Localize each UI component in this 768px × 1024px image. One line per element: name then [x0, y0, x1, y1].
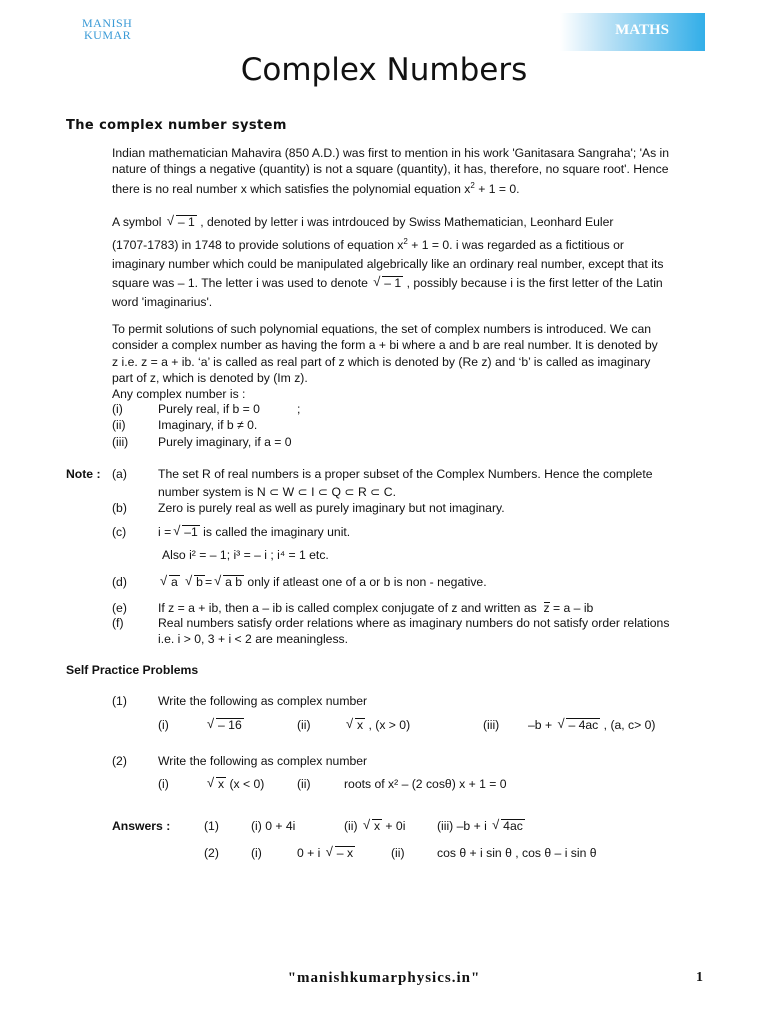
sqrt-minus-one: √ – 1: [167, 213, 197, 232]
answer-2-ii: cos θ + i sin θ , cos θ – i sin θ: [437, 846, 597, 860]
practice-2-ii: roots of x² – (2 cosθ) x + 1 = 0: [344, 777, 507, 791]
note-b: Zero is purely real as well as purely imaginary but not imaginary.: [158, 501, 505, 515]
brand-line-1: MANISH: [82, 16, 133, 30]
para2-line1: A symbol √ – 1 , denoted by letter i was intrdouced by Swiss Mathematician, Leonhard Euler: [112, 213, 706, 232]
para3-line3: z i.e. z = a + ib. ‘a’ is called as real part of z which is denoted by (Re z) and ‘b’ is called as imaginary: [112, 354, 651, 369]
note-f-num: (f): [112, 616, 124, 630]
answer-2-i-num: (i): [251, 846, 262, 860]
answers-label: Answers :: [112, 819, 171, 833]
para2-line3: imaginary number which could be manipulated algebrically like an ordinary real number, except that its: [112, 257, 664, 271]
answer-1-i: (i) 0 + 4i: [251, 819, 296, 833]
paragraph-mahavira: [112, 145, 706, 197]
subject-label: MATHS: [615, 22, 669, 38]
type-num-2: (ii): [112, 418, 126, 432]
note-c-num: (c): [112, 525, 127, 539]
note-d: √ a √ b =√ a b only if atleast one of a or b is non - negative.: [158, 575, 487, 589]
para1-line1: Indian mathematician Mahavira (850 A.D.) was first to mention in his work 'Ganitasara Sangraha'; 'As in: [112, 146, 670, 160]
para3-line2: consider a complex number as having the form a + bi where a and b are real number. It is denoted by: [112, 338, 658, 353]
note-e-num: (e): [112, 601, 127, 615]
note-f-line1: Real numbers satisfy order relations where as imaginary numbers do not satisfy order relations: [158, 616, 670, 630]
answer-2-i: 0 + i √ – x: [297, 846, 355, 860]
z-bar: z: [543, 601, 550, 615]
para3-line4: part of z, which is denoted by (Im z).: [112, 370, 308, 385]
note-c-powers: Also i² = – 1; i³ = – i ; i⁴ = 1 etc.: [162, 548, 329, 562]
practice-1-i-num: (i): [158, 718, 169, 732]
page-title: Complex Numbers: [240, 52, 528, 88]
practice-2-i-num: (i): [158, 777, 169, 791]
para2-line4: square was – 1. The letter i was used to denote √ – 1 , possibly because i is the first letter of the Latin: [112, 274, 706, 293]
practice-2-i: √ x (x < 0): [205, 777, 264, 791]
answer-1-iii: (iii) –b + i √ 4ac: [437, 819, 525, 833]
type-extra-1: ;: [297, 402, 301, 416]
para3-line5: Any complex number is :: [112, 387, 246, 402]
paragraph-complex-form: [112, 321, 706, 402]
subject-banner: [560, 13, 705, 51]
type-text-1: Purely real, if b = 0: [158, 402, 260, 416]
answer-1-num: (1): [204, 819, 219, 833]
note-b-num: (b): [112, 501, 127, 515]
note-a-line2: number system is N ⊂ W ⊂ I ⊂ Q ⊂ R ⊂ C.: [158, 485, 396, 499]
practice-1-iii-num: (iii): [483, 718, 500, 732]
type-num-1: (i): [112, 402, 123, 416]
brand-line-2: KUMAR: [84, 28, 132, 42]
practice-1-ii: √ x , (x > 0): [344, 718, 410, 732]
sqrt-minus-one: √ –1: [173, 525, 200, 539]
practice-1-text: Write the following as complex number: [158, 694, 368, 708]
answer-2-ii-num: (ii): [391, 846, 405, 860]
note-d-num: (d): [112, 575, 127, 589]
note-e: If z = a + ib, then a – ib is called complex conjugate of z and written as z = a – ib: [158, 601, 594, 615]
para1-line3: there is no real number x which satisfies the polynomial equation $x^2 + 1 = 0$.: [112, 180, 520, 196]
para2-line5: word 'imaginarius'.: [112, 295, 213, 309]
para2-line2: (1707-1783) in 1748 to provide solutions of equation $x^2 + 1 = 0$. i was regarded as a fictitious or: [112, 237, 624, 252]
practice-1-i: √ – 16: [205, 718, 244, 732]
sqrt-minus-one: √ – 1: [373, 274, 403, 293]
type-num-3: (iii): [112, 435, 129, 449]
type-text-2: Imaginary, if b ≠ 0.: [158, 418, 258, 432]
practice-1-ii-num: (ii): [297, 718, 311, 732]
practice-2-ii-num: (ii): [297, 777, 311, 791]
note-a-num: (a): [112, 467, 127, 481]
note-a-line1: The set R of real numbers is a proper subset of the Complex Numbers. Hence the complete: [158, 467, 653, 481]
practice-2-text: Write the following as complex number: [158, 754, 368, 768]
footer-site: "manishkumarphysics.in": [287, 970, 481, 986]
type-text-3: Purely imaginary, if a = 0: [158, 435, 292, 449]
paragraph-euler: [112, 213, 706, 312]
practice-2-num: (2): [112, 754, 127, 768]
note-f-line2: i.e. i > 0, 3 + i < 2 are meaningless.: [158, 632, 349, 646]
note-c: i =√ –1 is called the imaginary unit.: [158, 525, 350, 539]
answer-1-ii: (ii) √ x + 0i: [344, 819, 405, 833]
para3-line1: To permit solutions of such polynomial equations, the set of complex numbers is introduced. We can: [112, 322, 652, 336]
para1-line2: nature of things a negative (quantity) is not a square (quantity), it has, therefore, no square root'. Hence: [112, 162, 669, 177]
practice-1-iii: –b + √ – 4ac , (a, c> 0): [528, 718, 656, 732]
section-title: The complex number system: [66, 118, 287, 133]
practice-1-num: (1): [112, 694, 127, 708]
brand-logo: [82, 17, 132, 41]
note-label: Note :: [66, 467, 101, 481]
page-number: 1: [696, 970, 703, 985]
practice-title: Self Practice Problems: [66, 663, 199, 677]
answer-2-num: (2): [204, 846, 219, 860]
